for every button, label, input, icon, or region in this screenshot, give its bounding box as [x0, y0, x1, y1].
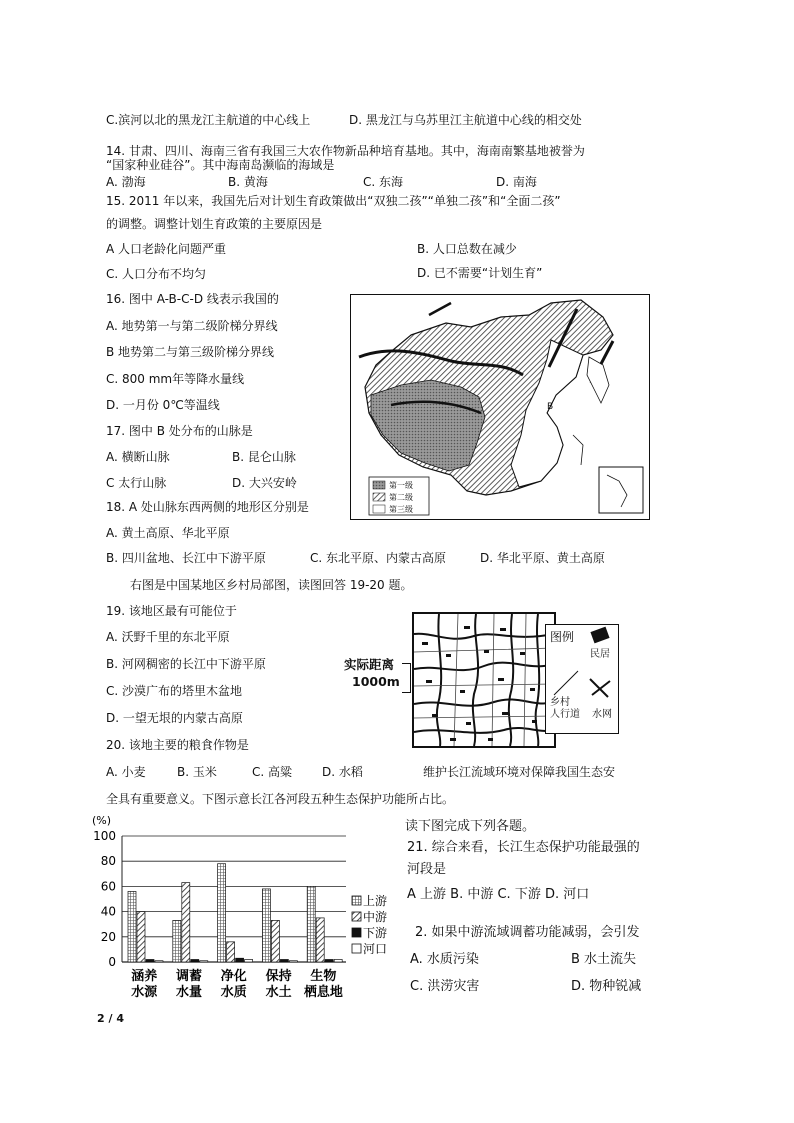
q15-option-c: C. 人口分布不均匀: [106, 267, 207, 281]
village-map-drawing: [414, 614, 554, 746]
q20-option-d: D. 水稻: [322, 765, 363, 779]
x-tick-label: 涵养: [131, 969, 158, 984]
legend-title: 图例: [550, 630, 575, 644]
q18-option-a: A. 黄土高原、华北平原: [106, 526, 230, 540]
label-b: B: [547, 402, 554, 412]
scale-label: 实际距离: [344, 657, 395, 672]
x-tick-label: 净化: [220, 969, 247, 984]
bar-下游-0: [146, 959, 154, 962]
q20-option-c: C. 高粱: [252, 765, 293, 779]
q15-option-b: B. 人口总数在减少: [417, 242, 517, 256]
legend-swatch-first: [373, 481, 385, 489]
yangtze-function-chart: [90, 814, 396, 1004]
q22-stem: 2. 如果中游流域调蓄功能减弱，会引发: [415, 925, 640, 940]
legend-label-河口: 河口: [363, 942, 388, 956]
q17-option-d: D. 大兴安岭: [232, 476, 297, 490]
legend-first: 第一级: [389, 481, 413, 490]
mountain-line-c: [429, 303, 451, 315]
bar-中游-3: [271, 920, 279, 962]
chart-ylabel: (%): [92, 814, 112, 827]
bar-下游-2: [236, 958, 244, 962]
y-tick-label: 60: [100, 879, 116, 894]
q22-option-b: B 水土流失: [571, 952, 637, 967]
bar-下游-4: [325, 959, 333, 962]
bar-中游-2: [227, 942, 235, 962]
legend-swatch-second: [373, 493, 385, 501]
bar-河口-3: [289, 961, 297, 962]
q19-option-b: B. 河网稠密的长江中下游平原: [106, 657, 266, 671]
q14-option-a: A. 渤海: [106, 175, 146, 189]
intro-19-20: 右图是中国某地区乡村局部图，读图回答 19-20 题。: [130, 578, 413, 592]
x-tick-label: 调蓄: [175, 969, 203, 984]
legend-swatch-third: [373, 505, 385, 513]
q21-stem-line1: 21. 综合来看，长江生态保护功能最强的: [407, 840, 640, 855]
bar-下游-1: [191, 959, 199, 962]
q22-option-a: A. 水质污染: [410, 952, 479, 967]
x-tick-label: 保持: [265, 969, 292, 984]
q18-option-d: D. 华北平原、黄土高原: [480, 551, 605, 565]
bar-中游-0: [137, 912, 145, 962]
y-tick-label: 0: [108, 955, 116, 969]
legend-swatch-中游: [352, 912, 361, 921]
q19-option-c: C. 沙漠广布的塔里木盆地: [106, 684, 243, 698]
q16-stem: 16. 图中 A-B-C-D 线表示我国的: [106, 292, 279, 306]
house-legend-icon: [590, 627, 609, 644]
q17-option-b: B. 昆仑山脉: [232, 450, 296, 464]
x-tick-label: 生物: [310, 969, 337, 984]
intro-21-line2: 全具有重要意义。下图示意长江各河段五种生态保护功能所占比。: [106, 792, 455, 806]
legend-label-上游: 上游: [363, 894, 388, 908]
village-map: [412, 612, 556, 748]
x-tick-label: 水源: [131, 985, 158, 1000]
q15-stem-line1: 15. 2011 年以来，我国先后对计划生育政策做出“双独二孩”“单独二孩”和“全面二孩”: [106, 194, 561, 208]
bar-河口-4: [334, 959, 342, 962]
q18-option-b: B. 四川盆地、长江中下游平原: [106, 551, 266, 565]
q15-option-d: D. 已不需要“计划生育”: [417, 266, 543, 280]
page-number: 2 / 4: [97, 1012, 124, 1025]
legend-water: 水网: [592, 709, 612, 720]
q20-stem: 20. 该地主要的粮食作物是: [106, 738, 249, 752]
q13-option-c: C.滨河以北的黑龙江主航道的中心线上: [106, 113, 311, 127]
korea-peninsula: [587, 357, 609, 403]
china-map-drawing: [351, 295, 649, 519]
x-tick-label: 水质: [220, 985, 247, 1000]
bar-上游-4: [307, 886, 315, 962]
q18-stem: 18. A 处山脉东西两侧的地形区分别是: [106, 500, 309, 514]
bar-上游-2: [218, 864, 226, 962]
x-tick-label: 栖息地: [303, 985, 343, 1000]
q14-option-c: C. 东海: [363, 175, 404, 189]
q20-option-b: B. 玉米: [177, 765, 217, 779]
coastline: [573, 435, 583, 465]
q15-option-a: A 人口老龄化问题严重: [106, 242, 227, 256]
q13-option-d: D. 黑龙江与乌苏里江主航道中心线的相交处: [349, 113, 582, 127]
south-china-sea-inset: [599, 467, 643, 513]
china-terrain-map: [350, 294, 650, 520]
q22-option-c: C. 洪涝灾害: [410, 979, 480, 994]
bar-上游-0: [128, 891, 136, 962]
y-tick-label: 80: [100, 854, 116, 869]
village-legend-box: [545, 624, 619, 734]
q16-option-c: C. 800 mm年等降水量线: [106, 372, 245, 386]
q15-stem-line2: 的调整。调整计划生育政策的主要原因是: [106, 217, 323, 231]
legend-third: 第三级: [389, 505, 413, 514]
legend-swatch-下游: [352, 928, 361, 937]
q14-option-d: D. 南海: [496, 175, 537, 189]
legend-second: 第二级: [389, 493, 413, 502]
legend-path-2: 人行道: [550, 709, 580, 720]
q19-option-d: D. 一望无垠的内蒙古高原: [106, 711, 243, 725]
q17-stem: 17. 图中 B 处分布的山脉是: [106, 424, 253, 438]
bar-中游-4: [316, 918, 324, 962]
q16-option-b: B 地势第二与第三级阶梯分界线: [106, 345, 275, 359]
q14-stem-line2: “国家种业硅谷”。其中海南岛濒临的海域是: [106, 158, 335, 172]
q22-option-d: D. 物种锐减: [571, 979, 642, 994]
q18-option-c: C. 东北平原、内蒙古高原: [310, 551, 447, 565]
q21-options: A 上游 B. 中游 C. 下游 D. 河口: [407, 887, 590, 902]
bar-河口-1: [200, 961, 208, 962]
bar-中游-1: [182, 883, 190, 962]
intro-21-line1: 维护长江流域环境对保障我国生态安: [423, 765, 616, 779]
x-tick-label: 水土: [265, 985, 292, 1000]
bar-河口-0: [155, 961, 163, 962]
bar-上游-3: [262, 889, 270, 962]
y-tick-label: 20: [100, 929, 116, 944]
legend-house: 民居: [590, 649, 610, 660]
legend-label-中游: 中游: [363, 910, 388, 924]
scale-value: 1000m: [352, 674, 400, 689]
q17-option-c: C 太行山脉: [106, 476, 167, 490]
q16-option-a: A. 地势第一与第二级阶梯分界线: [106, 319, 278, 333]
legend-label-下游: 下游: [363, 926, 388, 940]
q14-stem-line1: 14. 甘肃、四川、海南三省有我国三大农作物新品种培育基地。其中，海南南繁基地被誉为: [106, 144, 585, 158]
legend-swatch-上游: [352, 896, 361, 905]
bar-下游-3: [280, 959, 288, 962]
q19-option-a: A. 沃野千里的东北平原: [106, 630, 230, 644]
q14-option-b: B. 黄海: [228, 175, 268, 189]
q20-option-a: A. 小麦: [106, 765, 146, 779]
bar-河口-2: [245, 959, 253, 962]
q17-option-a: A. 横断山脉: [106, 450, 170, 464]
y-tick-label: 100: [93, 829, 116, 843]
legend-swatch-河口: [352, 944, 361, 953]
legend-path-1: 乡村: [550, 697, 570, 708]
read-chart-instruction: 读下图完成下列各题。: [405, 819, 536, 834]
scale-bracket: [402, 663, 411, 693]
y-tick-label: 40: [100, 904, 116, 919]
first-level-region: [371, 380, 485, 471]
bar-上游-1: [173, 920, 181, 962]
q19-stem: 19. 该地区最有可能位于: [106, 604, 237, 618]
q21-stem-line2: 河段是: [407, 862, 447, 877]
x-tick-label: 水量: [175, 985, 203, 1000]
q16-option-d: D. 一月份 0℃等温线: [106, 398, 220, 412]
